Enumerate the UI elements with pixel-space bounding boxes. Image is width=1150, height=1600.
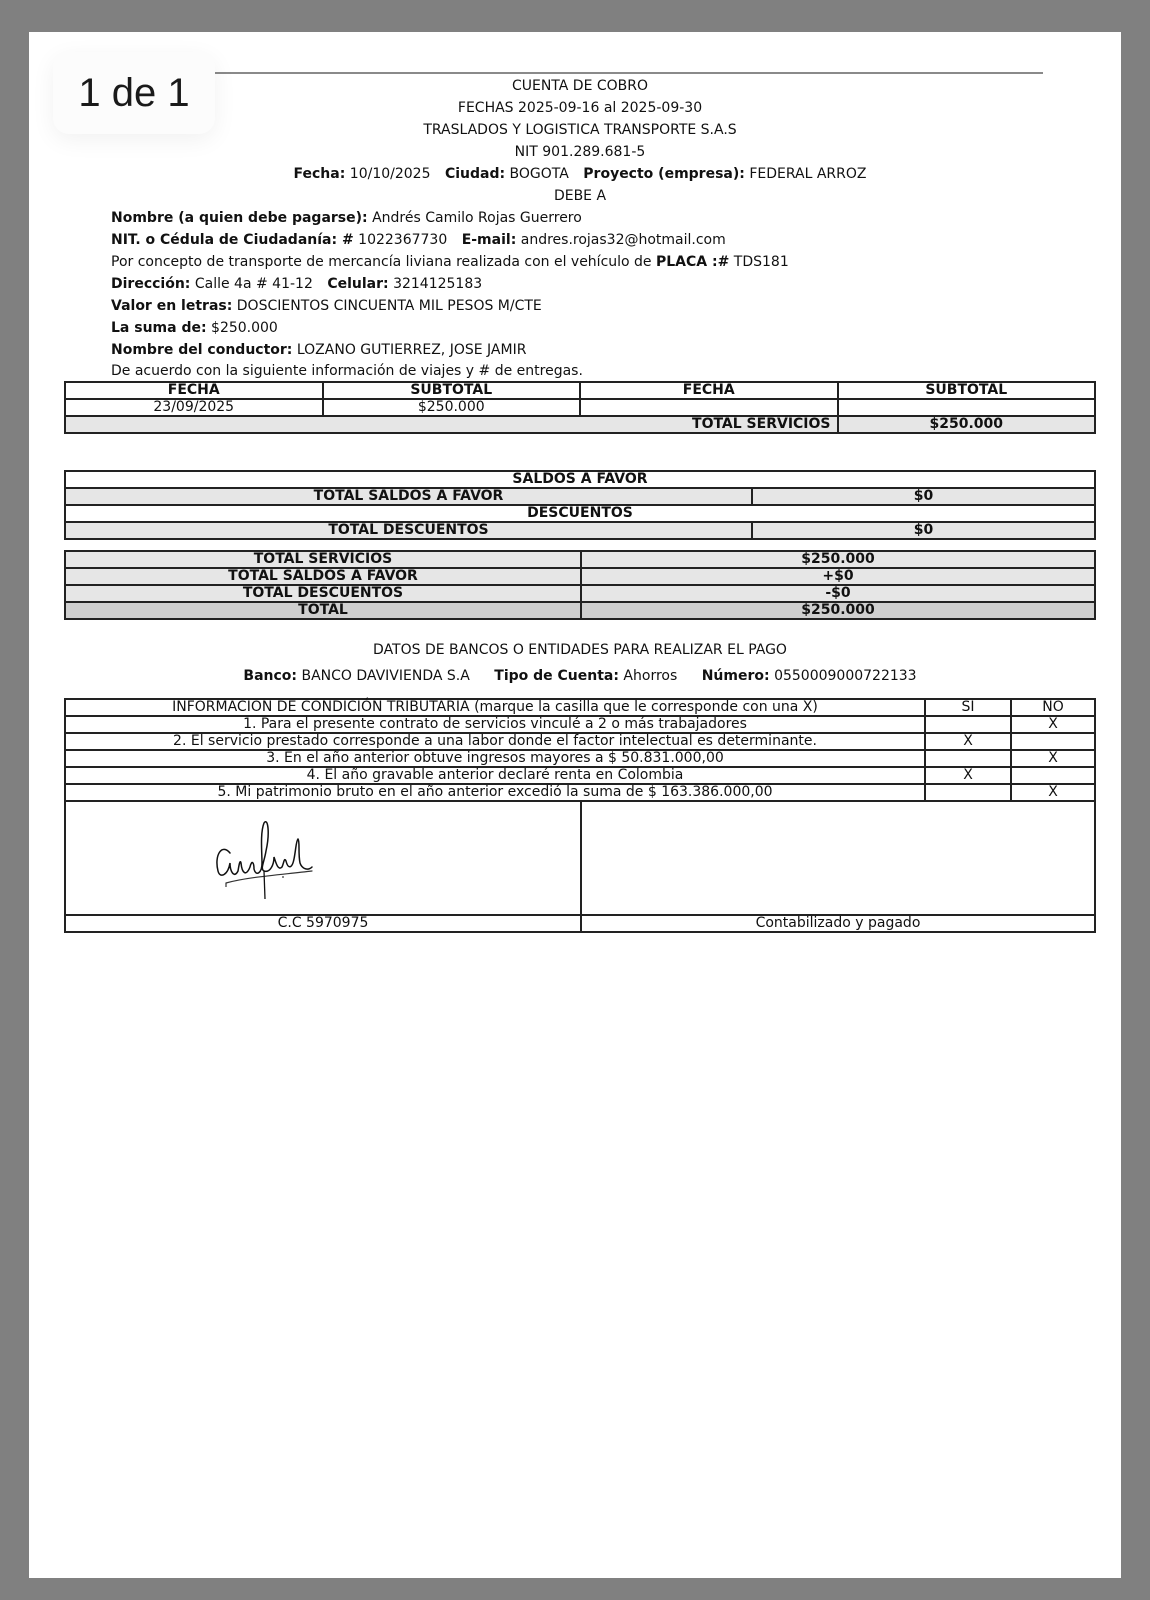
signature-caption-row — [65, 915, 1095, 932]
payee-name-line — [111, 207, 1096, 229]
document-period: FECHAS 2025-09-16 al 2025-09-30 — [457, 100, 703, 116]
trips-intro-text: De acuerdo con la siguiente información de viajes y # de entregas. — [111, 363, 583, 379]
descuentos-header-row — [65, 505, 1095, 522]
valor-letras-label: Valor en letras: — [111, 298, 233, 314]
conductor-line — [111, 339, 1096, 361]
summary-value: -$0 — [581, 585, 1095, 602]
tax-header-row — [65, 699, 1095, 716]
tax-si-header: SI — [925, 699, 1011, 716]
payee-name-label: Nombre (a quien debe pagarse): — [111, 210, 368, 226]
accounting-caption: Contabilizado y pagado — [581, 915, 1095, 932]
tax-row-text: 3. En el año anterior obtuve ingresos mayores a $ 50.831.000,00 — [65, 750, 925, 767]
tax-no-mark[interactable] — [1011, 767, 1095, 784]
trips-header-cell: FECHA — [65, 382, 323, 399]
descuentos-total-label: TOTAL DESCUENTOS — [65, 522, 752, 539]
debe-a-label: DEBE A — [553, 188, 607, 204]
tax-row — [65, 733, 1095, 750]
placa-label: PLACA :# — [656, 254, 730, 270]
trips-total-row — [65, 416, 1095, 433]
saldos-total-row — [65, 488, 1095, 505]
tipo-cuenta-value: Ahorros — [623, 668, 678, 684]
summary-total-value: $250.000 — [581, 602, 1095, 619]
conductor-label: Nombre del conductor: — [111, 342, 293, 358]
fecha-label: Fecha: — [293, 166, 346, 182]
tax-si-mark[interactable] — [925, 784, 1011, 801]
summary-value: +$0 — [581, 568, 1095, 585]
payee-details — [64, 207, 1096, 381]
payee-signature-cell — [65, 801, 581, 915]
saldos-header-row — [65, 471, 1095, 488]
tax-row-text: 5. Mi patrimonio bruto en el año anterior excedió la suma de $ 163.386.000,00 — [65, 784, 925, 801]
direccion-value: Calle 4a # 41-12 — [194, 276, 313, 292]
tax-row — [65, 750, 1095, 767]
payee-name-value: Andrés Camilo Rojas Guerrero — [372, 210, 582, 226]
tax-no-mark[interactable] — [1011, 733, 1095, 750]
tax-row-text: 4. El año gravable anterior declaré renta en Colombia — [65, 767, 925, 784]
bank-details-line — [64, 662, 1096, 690]
proyecto-label: Proyecto (empresa): — [583, 166, 745, 182]
tax-row — [65, 767, 1095, 784]
fecha-value: 10/10/2025 — [349, 166, 431, 182]
tax-header: INFORMACION DE CONDICIÓN TRIBUTARIA (marque la casilla que le corresponde con una X) — [65, 699, 925, 716]
valor-letras-value: DOSCIENTOS CINCUENTA MIL PESOS M/CTE — [236, 298, 542, 314]
descuentos-total-value: $0 — [752, 522, 1095, 539]
suma-value: $250.000 — [211, 320, 278, 336]
payee-id-line — [111, 229, 1096, 251]
trips-table — [64, 381, 1096, 434]
payee-id-caption: C.C 5970975 — [65, 915, 581, 932]
trips-total-label: TOTAL SERVICIOS — [65, 416, 838, 433]
numero-cuenta-label: Número: — [701, 668, 770, 684]
trips-header-row — [65, 382, 1095, 399]
valor-letras-line — [111, 295, 1096, 317]
tax-si-mark[interactable] — [925, 750, 1011, 767]
page-indicator-badge — [53, 52, 215, 134]
concepto-text: Por concepto de transporte de mercancía liviana realizada con el vehículo de — [111, 254, 652, 270]
tax-no-mark[interactable]: X — [1011, 716, 1095, 733]
bank-title: DATOS DE BANCOS O ENTIDADES PARA REALIZAR EL PAGO — [373, 642, 787, 658]
invoice-document — [64, 75, 1096, 933]
trips-header-cell: FECHA — [580, 382, 838, 399]
conductor-value: LOZANO GUTIERREZ, JOSE JAMIR — [296, 342, 527, 358]
proyecto-value: FEDERAL ARROZ — [749, 166, 867, 182]
tax-si-mark[interactable] — [925, 716, 1011, 733]
tax-row-text: 1. Para el presente contrato de servicios vinculé a 2 o más trabajadores — [65, 716, 925, 733]
accounting-signature-cell — [581, 801, 1095, 915]
celular-label: Celular: — [327, 276, 389, 292]
trips-row — [65, 399, 1095, 416]
email-value: andres.rojas32@hotmail.com — [520, 232, 726, 248]
bank-section — [64, 638, 1096, 690]
summary-row — [65, 551, 1095, 568]
tax-row — [65, 784, 1095, 801]
tax-si-mark[interactable]: X — [925, 733, 1011, 750]
trips-header-cell: SUBTOTAL — [323, 382, 581, 399]
trips-cell: $250.000 — [323, 399, 581, 416]
summary-total-label: TOTAL — [65, 602, 581, 619]
banco-label: Banco: — [243, 668, 298, 684]
banco-value: BANCO DAVIVIENDA S.A — [301, 668, 470, 684]
summary-row — [65, 585, 1095, 602]
summary-table — [64, 550, 1096, 620]
concepto-line — [111, 251, 1096, 273]
document-header — [64, 75, 1096, 207]
saldos-total-label: TOTAL SALDOS A FAVOR — [65, 488, 752, 505]
direccion-line — [111, 273, 1096, 295]
adjustments-table — [64, 470, 1096, 540]
summary-label: TOTAL SALDOS A FAVOR — [65, 568, 581, 585]
tax-no-mark[interactable]: X — [1011, 784, 1095, 801]
placa-value: TDS181 — [733, 254, 789, 270]
company-nit: NIT 901.289.681-5 — [514, 144, 646, 160]
cedula-value: 1022367730 — [358, 232, 448, 248]
direccion-label: Dirección: — [111, 276, 191, 292]
signature-row — [65, 801, 1095, 915]
tax-no-header: NO — [1011, 699, 1095, 716]
summary-value: $250.000 — [581, 551, 1095, 568]
descuentos-total-row — [65, 522, 1095, 539]
tipo-cuenta-label: Tipo de Cuenta: — [494, 668, 619, 684]
email-label: E-mail: — [461, 232, 517, 248]
ciudad-value: BOGOTA — [509, 166, 569, 182]
suma-line — [111, 317, 1096, 339]
summary-label: TOTAL DESCUENTOS — [65, 585, 581, 602]
descuentos-header: DESCUENTOS — [65, 505, 1095, 522]
cedula-label: NIT. o Cédula de Ciudadanía: # — [111, 232, 354, 248]
summary-row — [65, 568, 1095, 585]
document-title: CUENTA DE COBRO — [511, 78, 649, 94]
tax-row-text: 2. El servicio prestado corresponde a una labor donde el factor intelectual es determinante. — [65, 733, 925, 750]
numero-cuenta-value: 0550009000722133 — [774, 668, 917, 684]
handwritten-signature — [208, 813, 328, 903]
trips-cell — [580, 399, 838, 416]
trips-cell: 23/09/2025 — [65, 399, 323, 416]
saldos-header: SALDOS A FAVOR — [65, 471, 1095, 488]
tax-si-mark[interactable]: X — [925, 767, 1011, 784]
summary-label: TOTAL SERVICIOS — [65, 551, 581, 568]
tax-condition-table — [64, 698, 1096, 933]
saldos-total-value: $0 — [752, 488, 1095, 505]
trips-header-cell: SUBTOTAL — [838, 382, 1096, 399]
celular-value: 3214125183 — [393, 276, 483, 292]
tax-no-mark[interactable]: X — [1011, 750, 1095, 767]
ciudad-label: Ciudad: — [444, 166, 506, 182]
header-meta-line — [64, 163, 1096, 185]
trips-total-value: $250.000 — [838, 416, 1096, 433]
suma-label: La suma de: — [111, 320, 207, 336]
summary-total-row — [65, 602, 1095, 619]
header-rule — [213, 72, 1043, 74]
trips-cell — [838, 399, 1096, 416]
tax-row — [65, 716, 1095, 733]
company-name: TRASLADOS Y LOGISTICA TRANSPORTE S.A.S — [423, 122, 737, 138]
page-indicator-text: 1 de 1 — [78, 70, 190, 115]
